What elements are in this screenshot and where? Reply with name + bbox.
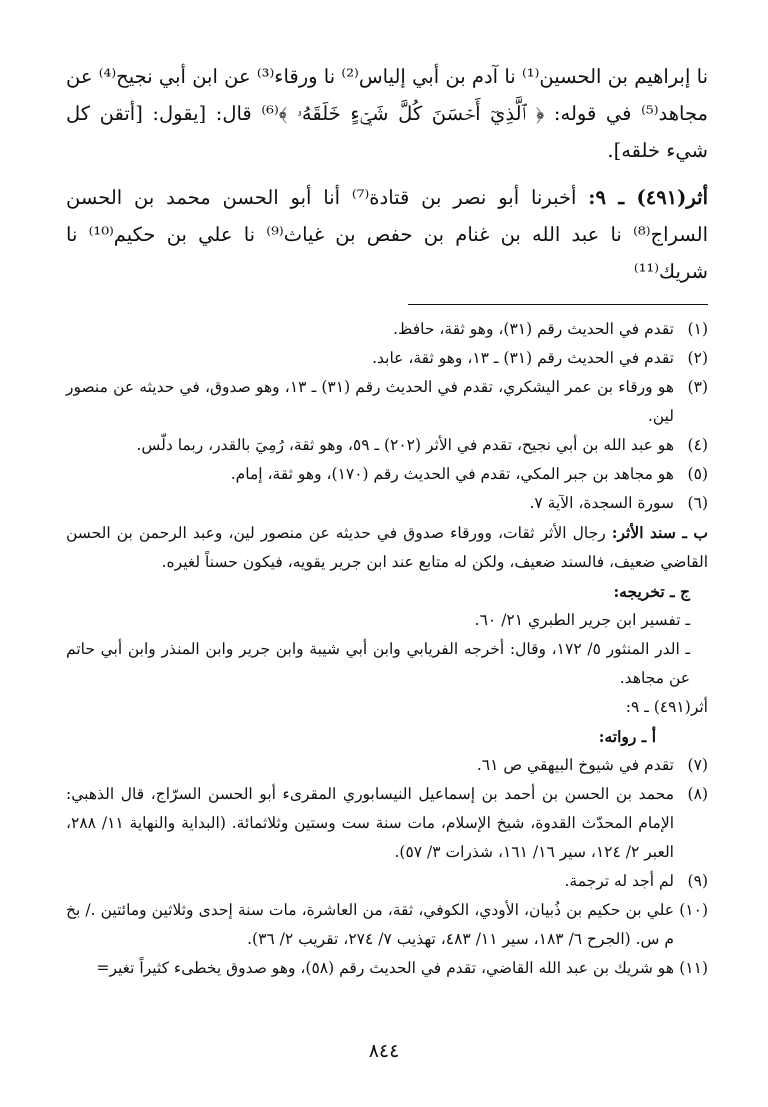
footnote-3: (٣) هو ورقاء بن عمر اليشكري، تقدم في الحديث رقم (٣١) ـ ١٣، وهو صدوق، في حديثه عن منصور لين. xyxy=(66,378,708,425)
footnote-1: (١) تقدم في الحديث رقم (٣١)، وهو ثقة، حافظ. xyxy=(393,320,708,338)
sanad-text: رجال الأثر ثقات، وورقاء صدوق في حديثه عن منصور لين، وعبد الرحمن بن الحسن القاضي ضعيف، فالسند ضعيف، ولكن له متابع عند ابن جرير يقويه، فيكون حسناً لغيره. xyxy=(66,524,708,571)
paragraph-2 xyxy=(66,179,708,290)
footnote-5: (٥) هو مجاهد بن جبر المكي، تقدم في الحديث رقم (١٧٠)، وهو ثقة، إمام. xyxy=(230,465,708,483)
paragraph-1: نا إبراهيم بن الحسين⁽¹⁾ نا آدم بن أبي إلياس⁽²⁾ نا ورقاء⁽³⁾ عن ابن أبي نجيح⁽⁴⁾ عن مجاهد⁽⁵⁾ في قوله: ﴿ ٱلَّذِيٓ أَحۡسَنَ كُلَّ شَيۡءٍ خَلَقَهُۥ ﴾⁽⁶⁾ قال: [يقول: [أتقن كل شيء خلقه]. xyxy=(66,65,708,162)
footnote-separator xyxy=(408,304,708,305)
paragraph-2-text: أخبرنا أبو نصر بن قتادة⁽⁷⁾ أنا أبو الحسن محمد بن الحسن السراج⁽⁸⁾ نا عبد الله بن غنام بن حفص بن غياث⁽⁹⁾ نا علي بن حكيم⁽¹⁰⁾ نا شريك⁽¹¹⁾ xyxy=(66,186,708,283)
page-number: ٨٤٤ xyxy=(368,1040,400,1062)
footnote-9: (٩) لم أجد له ترجمة. xyxy=(564,872,708,890)
athar-label: أثر(٤٩١) ـ ٩: xyxy=(588,186,708,209)
footnote-2: (٢) تقدم في الحديث رقم (٣١) ـ ١٣، وهو ثقة، عابد. xyxy=(372,349,708,367)
footnote-6: (٦) سورة السجدة، الآية ٧. xyxy=(529,494,708,512)
footnote-7: (٧) تقدم في شيوخ البيهقي ص ٦١. xyxy=(476,756,708,774)
sanad-section xyxy=(66,518,708,577)
sanad-label: ب ـ سند الأثر: xyxy=(611,523,709,542)
ruwat-label: أ ـ رواته: xyxy=(598,727,656,746)
athar-heading: أثر(٤٩١) ـ ٩: xyxy=(625,698,708,716)
takhrij-item-1: ـ تفسير ابن جرير الطبري ٢١/ ٦٠. xyxy=(474,611,690,629)
footnote-8: (٨) محمد بن الحسن بن أحمد بن إسماعيل النيسابوري المقرىء أبو الحسن السرّاج، قال الذهبي: الإمام المحدّث القدوة، شيخ الإسلام، مات سنة ست وستين وثلاثمائة. (البداية والنهاية ١١/ ٢٨٨، العبر ٢/ ١٢٤، سير ١٦/ ١٦١، شذرات ٣/ ٥٧). xyxy=(66,785,708,861)
footnotes xyxy=(66,315,708,983)
footnote-4: (٤) هو عبد الله بن أبي نجيح، تقدم في الأثر (٢٠٢) ـ ٥٩، وهو ثقة، رُمِيَ بالقدر، ربما دلّس. xyxy=(136,436,708,454)
main-text xyxy=(66,58,708,290)
takhrij-label: ج ـ تخريجه: xyxy=(613,582,690,601)
footnote-10: (١٠) علي بن حكيم بن ذُبيان، الأودي، الكوفي، ثقة، من العاشرة، مات سنة إحدى وثلاثين ومائتين ./ بخ م س. (الجرح ٦/ ١٨٣، سير ١١/ ٤٨٣، تهذيب ٧/ ٢٧٤، تقريب ٢/ ٣٦). xyxy=(66,901,708,948)
takhrij-item-2: ـ الدر المنثور ٥/ ١٧٢، وقال: أخرجه الفريابي وابن أبي شيبة وابن جرير وابن المنذر وابن أبي حاتم عن مجاهد. xyxy=(66,640,691,687)
footnote-11: (١١) هو شريك بن عبد الله القاضي، تقدم في الحديث رقم (٥٨)، وهو صدوق يخطىء كثيراً تغير= xyxy=(96,959,708,977)
